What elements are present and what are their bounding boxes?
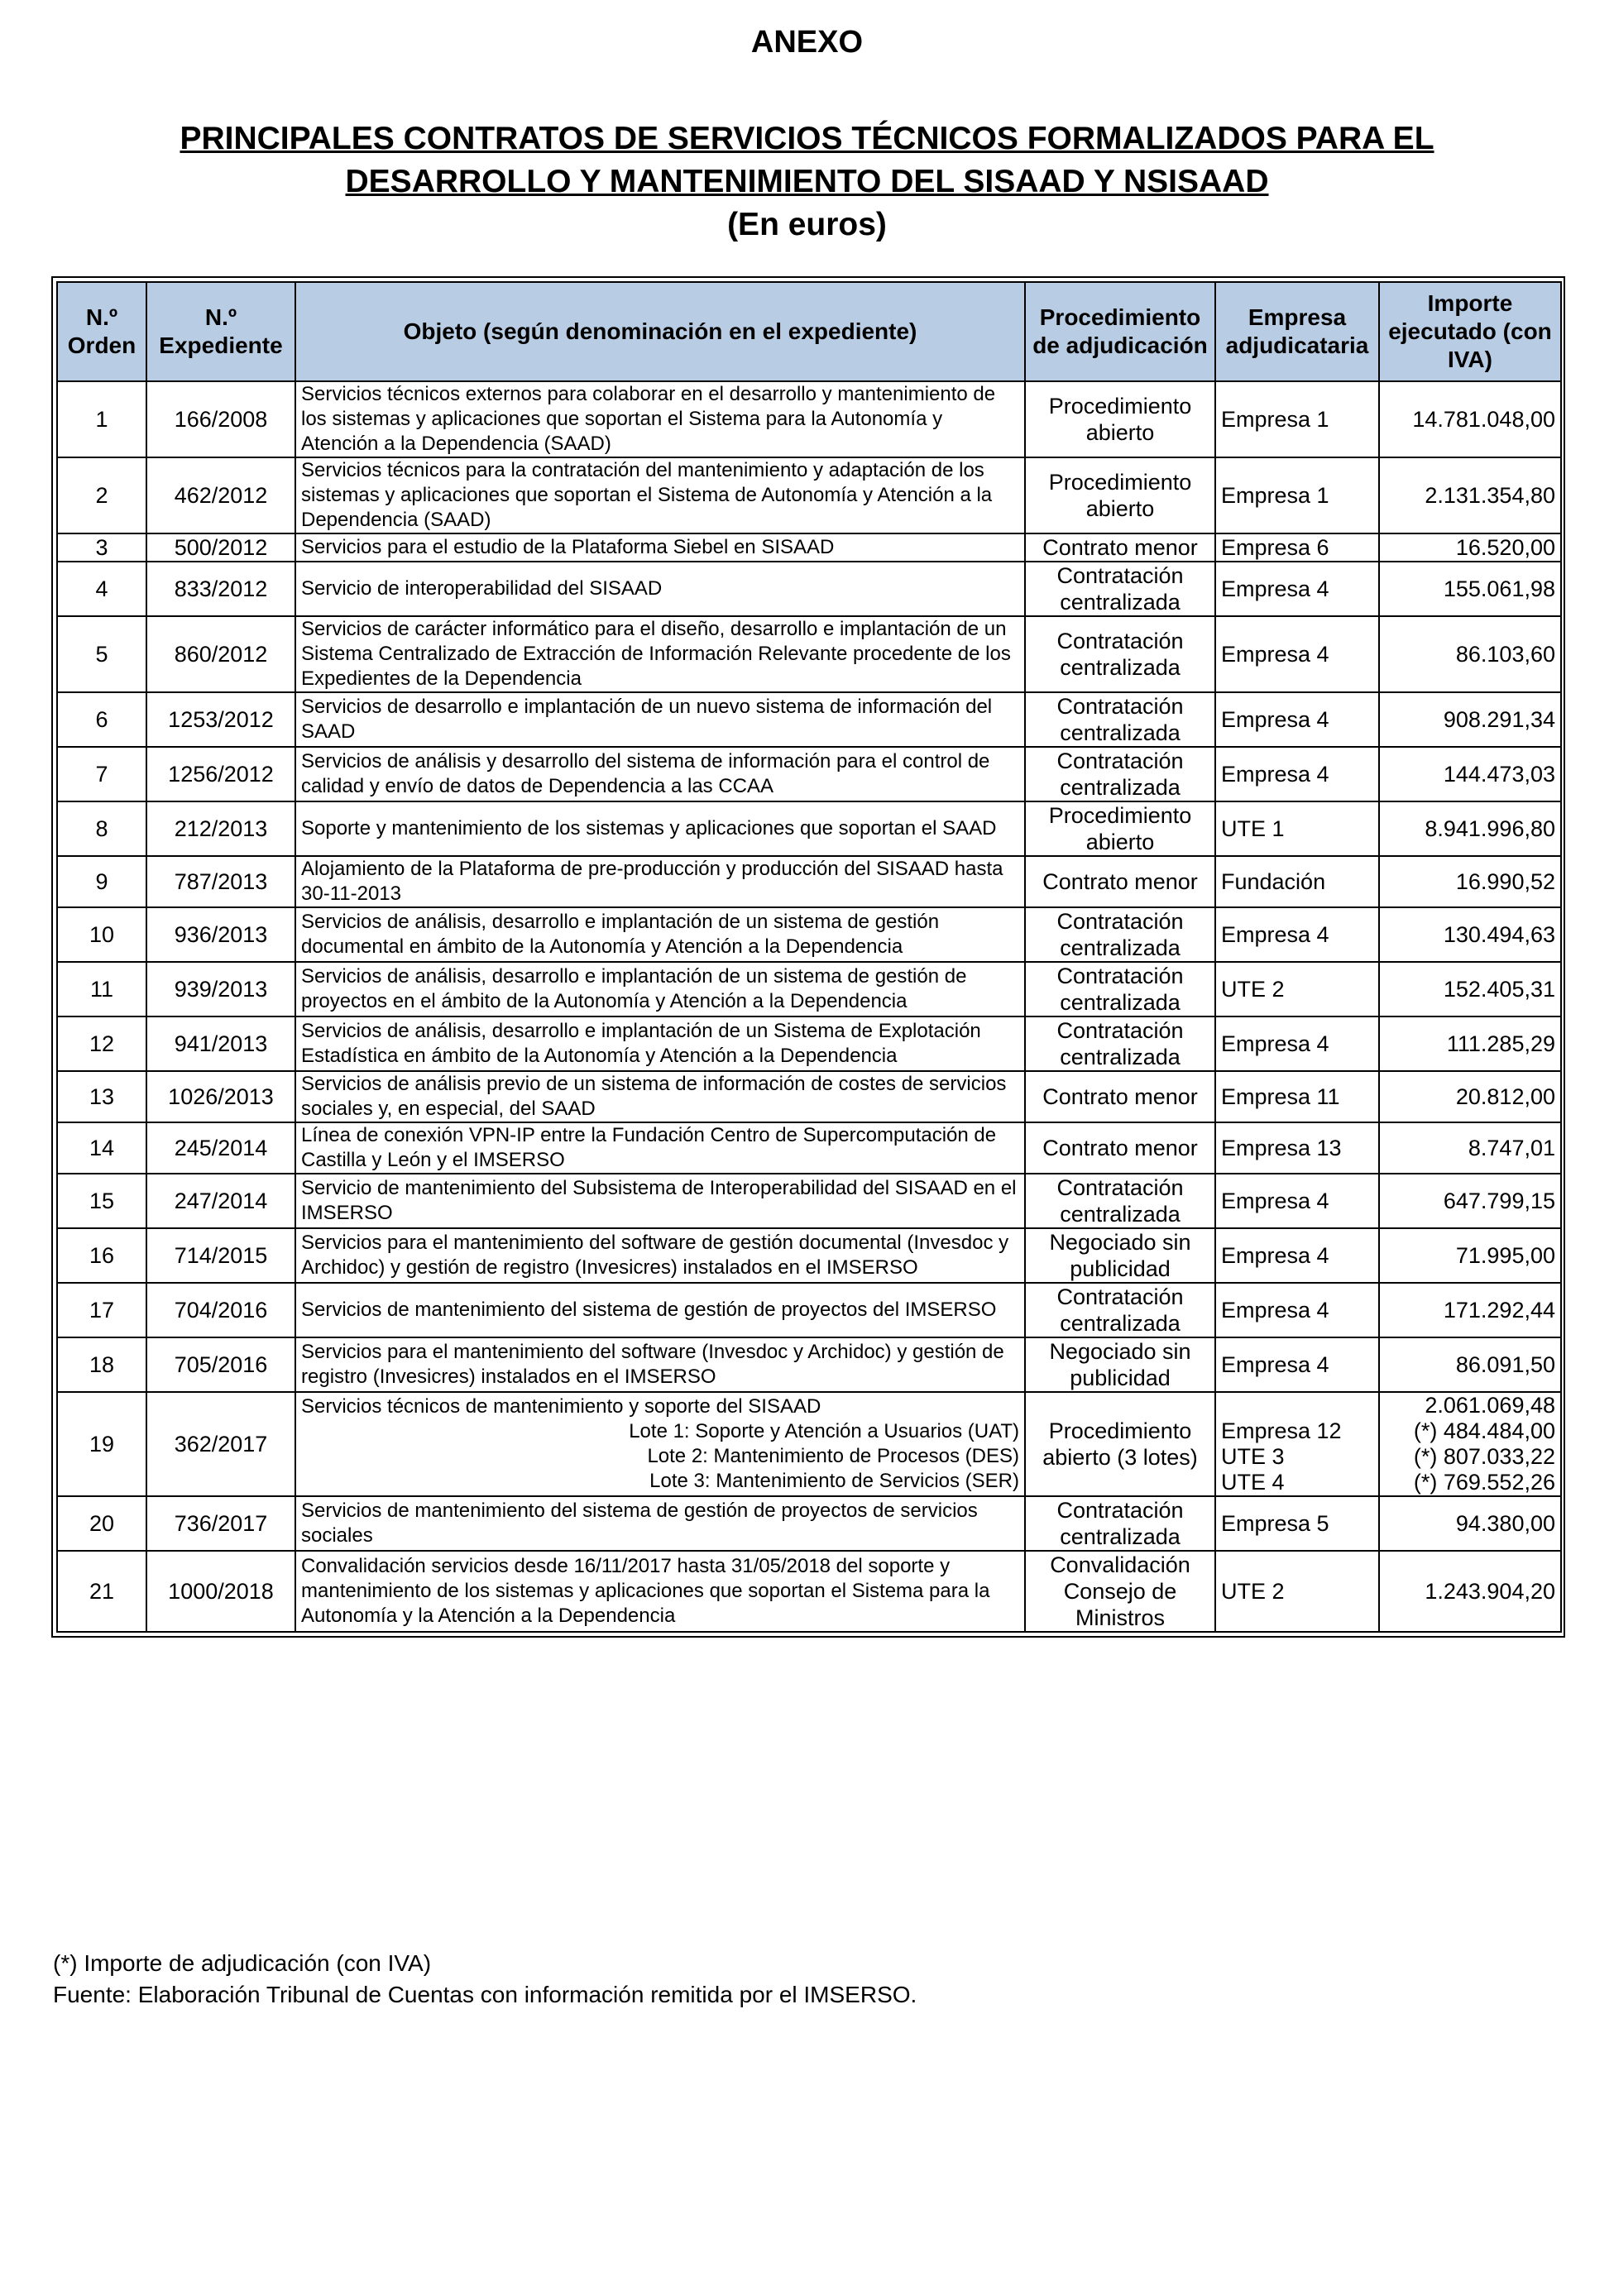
lot-1-description: Lote 1: Soporte y Atención a Usuarios (UAT) [629, 1420, 1019, 1442]
cell-orden: 7 [57, 747, 146, 801]
cell-orden: 9 [57, 856, 146, 907]
title-line-1: PRINCIPALES CONTRATOS DE SERVICIOS TÉCNICOS FORMALIZADOS PARA EL [180, 121, 1434, 156]
cell-empresa: Empresa 4 [1215, 907, 1379, 962]
cell-empresa: Empresa 13 [1215, 1122, 1379, 1174]
cell-importe: 647.799,15 [1379, 1174, 1561, 1228]
lot-3-amount: (*) 769.552,26 [1413, 1470, 1555, 1495]
cell-orden: 8 [57, 801, 146, 856]
cell-objeto: Servicios de análisis, desarrollo e implantación de un sistema de gestión documental en ámbito de la Autonomía y Atención a la Dependencia [295, 907, 1025, 962]
table-row [57, 533, 1561, 562]
cell-importe: 86.103,60 [1379, 616, 1561, 692]
table-row [57, 1551, 1561, 1632]
cell-expediente: 714/2015 [146, 1228, 295, 1283]
table-row [57, 1228, 1561, 1283]
cell-orden: 3 [57, 533, 146, 562]
table-row [57, 1071, 1561, 1122]
cell-procedimiento: Procedimiento abierto [1025, 801, 1215, 856]
cell-expediente: 212/2013 [146, 801, 295, 856]
footnote-asterisk: (*) Importe de adjudicación (con IVA) [53, 1950, 432, 1976]
cell-objeto: Servicios de análisis previo de un sistema de información de costes de servicios sociales y, en especial, del SAAD [295, 1071, 1025, 1122]
cell-procedimiento: Contrato menor [1025, 533, 1215, 562]
title-line-2: DESARROLLO Y MANTENIMIENTO DEL SISAAD Y NSISAAD [345, 164, 1269, 199]
cell-objeto: Servicios técnicos externos para colaborar en el desarrollo y mantenimiento de los sistemas y aplicaciones que soportan el Sistema para la Autonomía y Atención a la Dependencia (SAAD) [295, 381, 1025, 457]
cell-procedimiento: Negociado sin publicidad [1025, 1337, 1215, 1392]
cell-objeto: Alojamiento de la Plataforma de pre-producción y producción del SISAAD hasta 30-11-2013 [295, 856, 1025, 907]
cell-orden: 4 [57, 562, 146, 616]
table-row [57, 962, 1561, 1016]
cell-procedimiento: Contratación centralizada [1025, 907, 1215, 962]
cell-importe: 111.285,29 [1379, 1016, 1561, 1071]
cell-importe: 94.380,00 [1379, 1496, 1561, 1551]
cell-empresa: Empresa 4 [1215, 1174, 1379, 1228]
cell-empresa: Fundación [1215, 856, 1379, 907]
cell-empresa: UTE 1 [1215, 801, 1379, 856]
lot-1-company: Empresa 12 [1221, 1418, 1342, 1443]
footnote-source: Fuente: Elaboración Tribunal de Cuentas con información remitida por el IMSERSO. [53, 1982, 917, 2007]
cell-objeto: Soporte y mantenimiento de los sistemas y aplicaciones que soportan el SAAD [295, 801, 1025, 856]
header-orden: N.º Orden [57, 282, 146, 381]
lot-3-company: UTE 4 [1221, 1469, 1285, 1495]
cell-importe: 152.405,31 [1379, 962, 1561, 1016]
cell-empresa: Empresa 6 [1215, 533, 1379, 562]
cell-procedimiento: Contrato menor [1025, 856, 1215, 907]
table-row [57, 1016, 1561, 1071]
table-row [57, 856, 1561, 907]
cell-procedimiento: Contratación centralizada [1025, 1174, 1215, 1228]
table-row [57, 692, 1561, 747]
cell-expediente: 247/2014 [146, 1174, 295, 1228]
table-row [57, 747, 1561, 801]
cell-empresa: Empresa 5 [1215, 1496, 1379, 1551]
cell-expediente: 245/2014 [146, 1122, 295, 1174]
cell-importe: 1.243.904,20 [1379, 1551, 1561, 1632]
cell-empresa: Empresa 1 [1215, 381, 1379, 457]
cell-orden: 21 [57, 1551, 146, 1632]
cell-expediente: 362/2017 [146, 1392, 295, 1496]
cell-expediente: 1256/2012 [146, 747, 295, 801]
cell-objeto: Servicios para el estudio de la Plataforma Siebel en SISAAD [295, 533, 1025, 562]
header-importe: Importe ejecutado (con IVA) [1379, 282, 1561, 381]
cell-empresa: UTE 2 [1215, 1551, 1379, 1632]
table-row [57, 562, 1561, 616]
cell-procedimiento: Contratación centralizada [1025, 1283, 1215, 1337]
cell-empresa: Empresa 4 [1215, 692, 1379, 747]
cell-procedimiento: Contratación centralizada [1025, 1016, 1215, 1071]
cell-orden: 1 [57, 381, 146, 457]
cell-procedimiento: Contratación centralizada [1025, 562, 1215, 616]
cell-expediente: 500/2012 [146, 533, 295, 562]
cell-orden: 2 [57, 457, 146, 533]
cell-procedimiento: Contratación centralizada [1025, 1496, 1215, 1551]
cell-procedimiento: Negociado sin publicidad [1025, 1228, 1215, 1283]
cell-orden: 14 [57, 1122, 146, 1174]
cell-procedimiento: Contratación centralizada [1025, 747, 1215, 801]
cell-procedimiento: Procedimiento abierto [1025, 381, 1215, 457]
cell-orden: 12 [57, 1016, 146, 1071]
cell-expediente: 462/2012 [146, 457, 295, 533]
cell-importe: 171.292,44 [1379, 1283, 1561, 1337]
table-row [57, 1337, 1561, 1392]
cell-importe: 20.812,00 [1379, 1071, 1561, 1122]
cell-orden: 17 [57, 1283, 146, 1337]
cell-empresa: Empresa 4 [1215, 616, 1379, 692]
cell-empresa: Empresa 4 [1215, 1228, 1379, 1283]
lot-2-amount: (*) 807.033,22 [1413, 1444, 1555, 1469]
header-objeto: Objeto (según denominación en el expediente) [295, 282, 1025, 381]
table-row [57, 1174, 1561, 1228]
cell-expediente: 941/2013 [146, 1016, 295, 1071]
cell-expediente: 736/2017 [146, 1496, 295, 1551]
cell-expediente: 1026/2013 [146, 1071, 295, 1122]
contracts-table-frame [51, 276, 1565, 1638]
cell-orden: 16 [57, 1228, 146, 1283]
cell-importe: 155.061,98 [1379, 562, 1561, 616]
page-title [99, 117, 1515, 246]
cell-expediente: 1253/2012 [146, 692, 295, 747]
cell-procedimiento: Procedimiento abierto [1025, 457, 1215, 533]
table-row [57, 1283, 1561, 1337]
cell-empresa: Empresa 4 [1215, 562, 1379, 616]
table-row [57, 1122, 1561, 1174]
cell-importe [1379, 1392, 1561, 1496]
lot-1-amount: (*) 484.484,00 [1413, 1418, 1555, 1443]
cell-empresa: Empresa 11 [1215, 1071, 1379, 1122]
cell-empresa: Empresa 4 [1215, 1337, 1379, 1392]
cell-orden: 11 [57, 962, 146, 1016]
header-empresa: Empresa adjudicataria [1215, 282, 1379, 381]
cell-objeto: Servicios de análisis, desarrollo e implantación de un sistema de gestión de proyectos en el ámbito de la Autonomía y Atención a la Dependencia [295, 962, 1025, 1016]
table-row [57, 616, 1561, 692]
lot-main-description: Servicios técnicos de mantenimiento y soporte del SISAAD [301, 1395, 821, 1418]
cell-orden: 15 [57, 1174, 146, 1228]
cell-orden: 18 [57, 1337, 146, 1392]
cell-objeto: Convalidación servicios desde 16/11/2017 hasta 31/05/2018 del soporte y mantenimiento de los sistemas y aplicaciones que soportan el Sistema para la Autonomía y la Atención a la Dependencia [295, 1551, 1025, 1632]
cell-objeto [295, 1392, 1025, 1496]
cell-orden: 10 [57, 907, 146, 962]
contracts-table [56, 281, 1562, 1633]
cell-importe: 8.941.996,80 [1379, 801, 1561, 856]
cell-objeto: Servicios de carácter informático para el diseño, desarrollo e implantación de un Sistema Centralizado de Extracción de Información Relevante procedente de los Expedientes de la Dependencia [295, 616, 1025, 692]
table-row [57, 457, 1561, 533]
cell-importe: 144.473,03 [1379, 747, 1561, 801]
table-row [57, 1496, 1561, 1551]
title-currency-note: (En euros) [727, 207, 887, 242]
cell-objeto: Línea de conexión VPN-IP entre la Fundación Centro de Supercomputación de Castilla y León y el IMSERSO [295, 1122, 1025, 1174]
cell-objeto: Servicios técnicos para la contratación del mantenimiento y adaptación de los sistemas y aplicaciones que soportan el Sistema de Autonomía y Atención a la Dependencia (SAAD) [295, 457, 1025, 533]
cell-objeto: Servicios para el mantenimiento del software de gestión documental (Invesdoc y Archidoc) y gestión de registro (Invesicres) instalados en el IMSERSO [295, 1228, 1025, 1283]
cell-importe: 2.131.354,80 [1379, 457, 1561, 533]
cell-importe: 908.291,34 [1379, 692, 1561, 747]
cell-procedimiento: Procedimiento abierto (3 lotes) [1025, 1392, 1215, 1496]
table-row [57, 801, 1561, 856]
cell-expediente: 704/2016 [146, 1283, 295, 1337]
cell-expediente: 166/2008 [146, 381, 295, 457]
cell-importe: 16.990,52 [1379, 856, 1561, 907]
cell-empresa: Empresa 4 [1215, 1016, 1379, 1071]
cell-objeto: Servicios de análisis, desarrollo e implantación de un Sistema de Explotación Estadística en ámbito de la Autonomía y Atención a la Dependencia [295, 1016, 1025, 1071]
cell-importe: 14.781.048,00 [1379, 381, 1561, 457]
cell-procedimiento: Contratación centralizada [1025, 692, 1215, 747]
cell-expediente: 833/2012 [146, 562, 295, 616]
header-expediente: N.º Expediente [146, 282, 295, 381]
cell-importe: 16.520,00 [1379, 533, 1561, 562]
cell-expediente: 787/2013 [146, 856, 295, 907]
cell-empresa [1215, 1392, 1379, 1496]
table-row [57, 381, 1561, 457]
cell-importe: 8.747,01 [1379, 1122, 1561, 1174]
lot-2-company: UTE 3 [1221, 1443, 1285, 1469]
cell-procedimiento: Contrato menor [1025, 1122, 1215, 1174]
cell-objeto: Servicios de análisis y desarrollo del sistema de información para el control de calidad y envío de datos de Dependencia a las CCAA [295, 747, 1025, 801]
header-procedimiento: Procedimiento de adjudicación [1025, 282, 1215, 381]
annex-heading: ANEXO [750, 25, 864, 60]
cell-expediente: 860/2012 [146, 616, 295, 692]
table-row [57, 907, 1561, 962]
cell-orden: 20 [57, 1496, 146, 1551]
table-body [57, 381, 1561, 1632]
cell-objeto: Servicios de mantenimiento del sistema de gestión de proyectos de servicios sociales [295, 1496, 1025, 1551]
lot-3-description: Lote 3: Mantenimiento de Servicios (SER) [649, 1470, 1019, 1492]
cell-procedimiento: Contratación centralizada [1025, 616, 1215, 692]
cell-objeto: Servicio de mantenimiento del Subsistema de Interoperabilidad del SISAAD en el IMSERSO [295, 1174, 1025, 1228]
cell-importe: 130.494,63 [1379, 907, 1561, 962]
table-row-19 [57, 1392, 1561, 1496]
cell-procedimiento: Convalidación Consejo de Ministros [1025, 1551, 1215, 1632]
cell-orden: 19 [57, 1392, 146, 1496]
cell-empresa: Empresa 4 [1215, 747, 1379, 801]
cell-objeto: Servicios para el mantenimiento del software (Invesdoc y Archidoc) y gestión de registro (Invesicres) instalados en el IMSERSO [295, 1337, 1025, 1392]
cell-importe: 71.995,00 [1379, 1228, 1561, 1283]
cell-empresa: Empresa 4 [1215, 1283, 1379, 1337]
cell-importe: 86.091,50 [1379, 1337, 1561, 1392]
footnotes [53, 1948, 917, 2011]
cell-orden: 13 [57, 1071, 146, 1122]
cell-empresa: Empresa 1 [1215, 457, 1379, 533]
cell-expediente: 939/2013 [146, 962, 295, 1016]
cell-orden: 6 [57, 692, 146, 747]
cell-procedimiento: Contrato menor [1025, 1071, 1215, 1122]
table-header-row [57, 282, 1561, 381]
cell-orden: 5 [57, 616, 146, 692]
lot-2-description: Lote 2: Mantenimiento de Procesos (DES) [647, 1445, 1019, 1467]
cell-expediente: 936/2013 [146, 907, 295, 962]
lot-total-amount: 2.061.069,48 [1425, 1393, 1555, 1418]
cell-objeto: Servicios de desarrollo e implantación de un nuevo sistema de información del SAAD [295, 692, 1025, 747]
cell-objeto: Servicio de interoperabilidad del SISAAD [295, 562, 1025, 616]
cell-empresa: UTE 2 [1215, 962, 1379, 1016]
cell-objeto: Servicios de mantenimiento del sistema de gestión de proyectos del IMSERSO [295, 1283, 1025, 1337]
cell-expediente: 705/2016 [146, 1337, 295, 1392]
cell-expediente: 1000/2018 [146, 1551, 295, 1632]
cell-procedimiento: Contratación centralizada [1025, 962, 1215, 1016]
